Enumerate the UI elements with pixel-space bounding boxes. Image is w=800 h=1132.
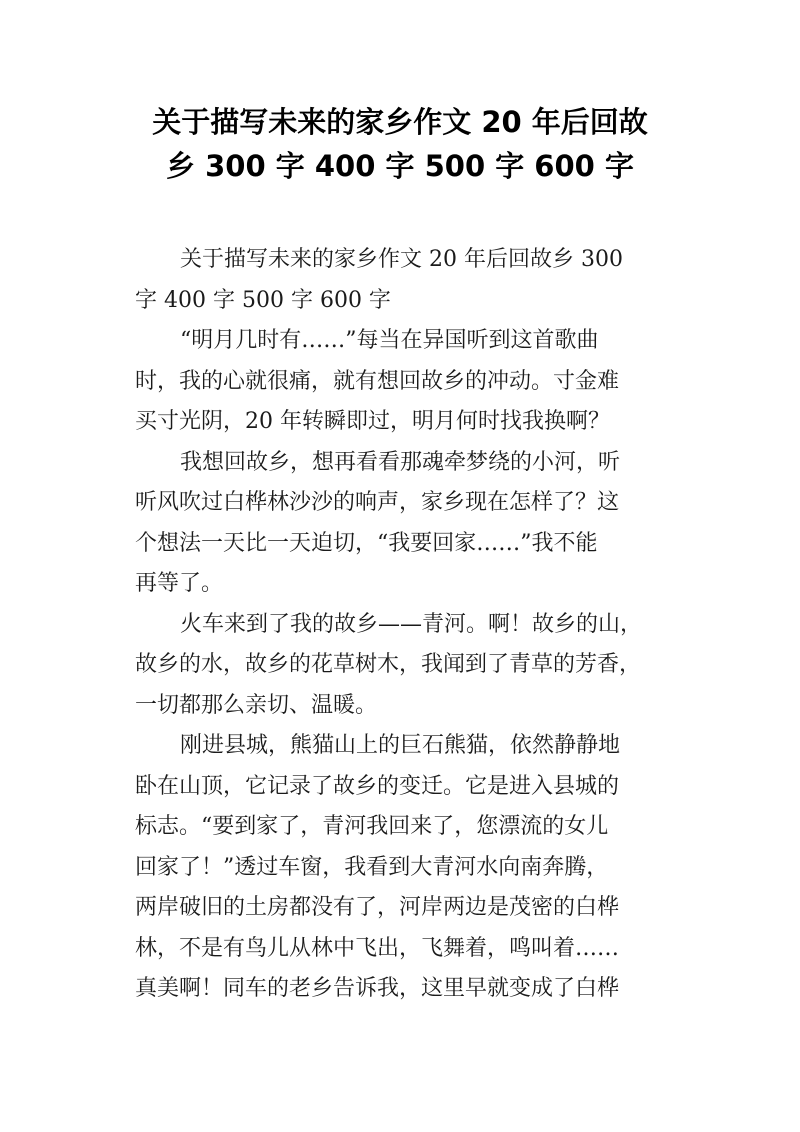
text-line: 时，我的心就很痛，就有想回故乡的冲动。寸金难 — [135, 368, 620, 394]
text-line: 真美啊！同车的老乡告诉我，这里早就变成了白桦 — [135, 976, 620, 1001]
text-line: 标志。“要到家了，青河我回来了，您漂流的女儿 — [135, 814, 609, 839]
text-line: “明月几时有……”每当在异国听到这首歌曲 — [180, 328, 599, 353]
text-line: 再等了。 — [135, 571, 224, 596]
title-line-1: 关于描写未来的家乡作文 20 年后回故 — [152, 105, 648, 139]
text-line: 刚进县城，熊猫山上的巨石熊猫，依然静静地 — [180, 733, 621, 758]
text-line: 回家了！”透过车窗，我看到大青河水向南奔腾， — [135, 854, 609, 880]
paragraph-4 — [135, 605, 675, 727]
text-line: 故乡的水，故乡的花草树木，我闻到了青草的芳香， — [135, 652, 642, 677]
text-line: 林，不是有鸟儿从林中飞出，飞舞着，鸣叫着…… — [135, 935, 620, 961]
text-line: 一切都那么亲切、温暖。 — [135, 692, 378, 718]
text-line: 买寸光阴，20 年转瞬即过，明月何时找我换啊？ — [135, 409, 610, 434]
paragraph-3 — [135, 443, 675, 605]
text-line: 个想法一天比一天迫切，“我要回家……”我不能 — [135, 530, 598, 556]
text-line: 听风吹过白桦林沙沙的响声，家乡现在怎样了？这 — [135, 490, 620, 515]
title-line-2: 乡 300 字 400 字 500 字 600 字 — [166, 149, 634, 183]
text-line: 火车来到了我的故乡——青河。啊！故乡的山， — [180, 611, 643, 637]
text-line: 我想回故乡，想再看看那魂牵梦绕的小河，听 — [180, 449, 621, 475]
text-line: 关于描写未来的家乡作文 20 年后回故乡 300 — [180, 247, 623, 272]
document-body — [135, 240, 675, 1010]
text-line: 字 400 字 500 字 600 字 — [135, 287, 391, 313]
paragraph-5 — [135, 726, 675, 1010]
paragraph-2 — [135, 321, 675, 443]
text-line: 两岸破旧的土房都没有了，河岸两边是茂密的白桦 — [135, 895, 620, 920]
text-line: 卧在山顶，它记录了故乡的变迁。它是进入县城的 — [135, 773, 620, 799]
document-title — [100, 100, 700, 188]
paragraph-1 — [135, 240, 675, 321]
